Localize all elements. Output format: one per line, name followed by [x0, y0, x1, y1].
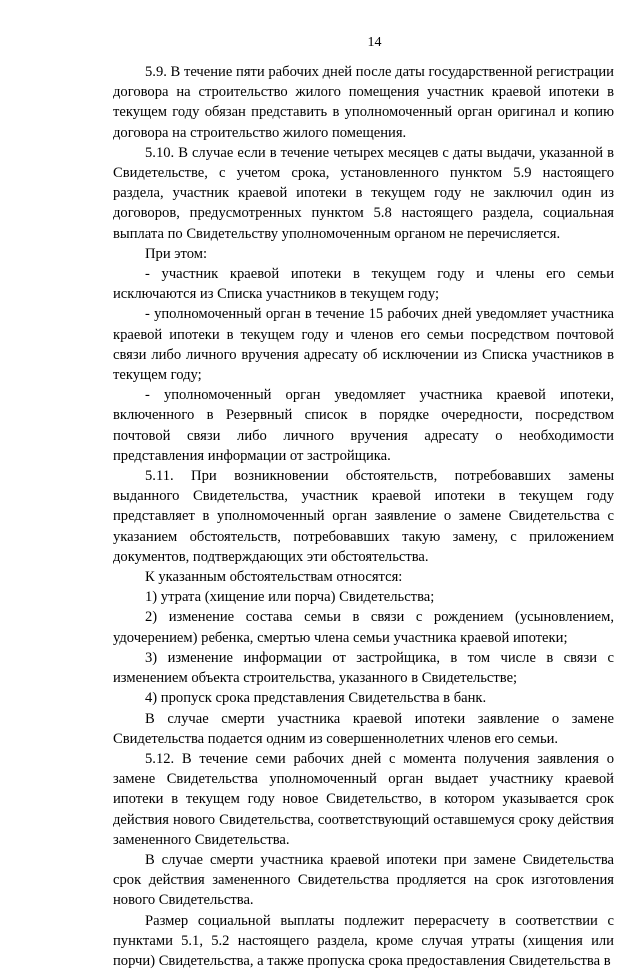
list-item-1: 1) утрата (хищение или порча) Свидетельства;	[145, 589, 435, 606]
paragraph-pri-etom: При этом:	[145, 245, 208, 262]
list-item-exclusion: - участник краевой ипотеки в текущем году и члены его семьи исключаются из Списка участников в текущем году;	[113, 266, 614, 303]
paragraph-circumstances-intro: К указанным обстоятельствам относятся:	[145, 569, 403, 586]
list-item-4: 4) пропуск срока представления Свидетельства в банк.	[145, 690, 487, 707]
list-item-3: 3) изменение информации от застройщика, в том числе в связи с изменением объекта строительства, указанного в Свидетельстве;	[113, 649, 614, 687]
list-item-reserve-notification: - уполномоченный орган уведомляет участника краевой ипотеки, включенного в Резервный список в порядке очередности, посредством почтовой связи либо личного вручения адресату о необходимости представления информации от застройщика.	[113, 387, 614, 464]
list-item-notification: - уполномоченный орган в течение 15 рабочих дней уведомляет участника краевой ипотеки в текущем году и членов его семьи посредством почтовой связи либо личного вручения адресату об исключении из Списка участников в текущем году;	[113, 306, 614, 384]
paragraph-5-12: 5.12. В течение семи рабочих дней с момента получения заявления о замене Свидетельства уполномоченный орган выдает участнику краевой ипотеки в текущем году новое Свидетельство, в котором указывается срок действия нового Свидетельства, соответствующий оставшемуся сроку действия замененного Свидетельства.	[113, 750, 614, 848]
paragraph-death-case: В случае смерти участника краевой ипотеки заявление о замене Свидетельства подается одним из совершеннолетних членов его семьи.	[113, 710, 614, 747]
paragraph-death-replacement: В случае смерти участника краевой ипотеки при замене Свидетельства срок действия замененного Свидетельства продляется на срок изготовления нового Свидетельства.	[113, 851, 614, 909]
paragraph-5-9: 5.9. В течение пяти рабочих дней после даты государственной регистрации договора на строительство жилого помещения участник краевой ипотеки в текущем году обязан представить в уполномоченный орган оригинал и копию договора на строительство жилого помещения.	[113, 64, 614, 141]
paragraph-5-11: 5.11. При возникновении обстоятельств, потребовавших замены выданного Свидетельства, участник краевой ипотеки в текущем году представляет в уполномоченный орган заявление о замене Свидетельства с указанием обстоятельств, потребовавших такую замену, с приложением документов, подтверждающих эти обстоятельства.	[113, 468, 614, 565]
list-item-2: 2) изменение состава семьи в связи с рождением (усыновлением, удочерением) ребенка, смертью члена семьи участника краевой ипотеки;	[113, 609, 614, 646]
paragraph-recalculation: Размер социальной выплаты подлежит перерасчету в соответствии с пунктами 5.1, 5.2 настоящего раздела, кроме случая утраты (хищения или порчи) Свидетельства, а также пропуска срока предоставления Свидетельства в	[113, 912, 614, 969]
paragraph-5-10: 5.10. В случае если в течение четырех месяцев с даты выдачи, указанной в Свидетельстве, с учетом срока, установленного пунктом 5.9 настоящего раздела, участник краевой ипотеки в текущем году не заключил один из договоров, предусмотренных пунктом 5.8 настоящего раздела, социальная выплата по Свидетельству уполномоченным органом не перечисляется.	[113, 144, 614, 242]
page-number: 14	[367, 35, 382, 50]
